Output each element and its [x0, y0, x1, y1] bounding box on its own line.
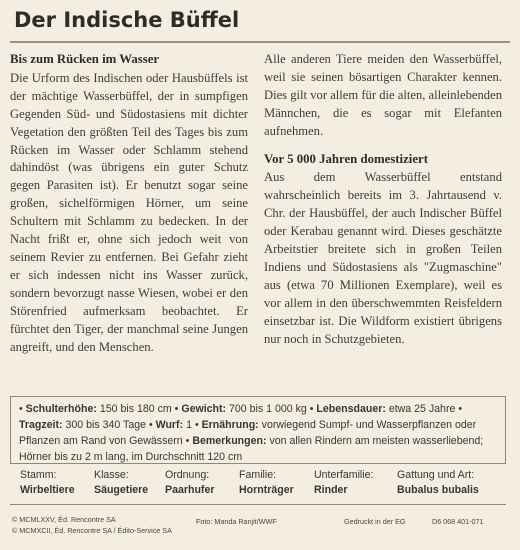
class-cell-gattung: [397, 468, 479, 498]
fact-label-tragzeit: Tragzeit:: [19, 419, 63, 431]
class-label: Stamm:: [20, 469, 57, 481]
fact-bullet: •: [309, 403, 314, 415]
fact-label-gewicht: Gewicht:: [181, 403, 227, 415]
section-text-domestiziert: Aus dem Wasserbüffel entstand wahrscheinlich bereits im 3. Jahrtausend v. Chr. der Hausbüffel, der auch Indischer Büffel oder Kerabau genannt wird. Dieses geschätzte Arbeitstier breitete sich in großen Teilen Indiens und Südostasiens als "Zugmaschine" aus (etwa 70 Millionen Exemplare), weil es vor allem in den überschwemmten Reisfeldern einsetzbar ist. Die Wildform existiert übrigens nur noch in Schutzgebieten.: [264, 170, 502, 346]
title-divider: [10, 41, 510, 43]
fact-value-lebensdauer: etwa 25 Jahre: [388, 403, 456, 415]
copyright-line-2: © MCMXCII, Éd. Rencontre SA / Édito-Service SA: [12, 526, 172, 535]
printed-in: Gedruckt in der EG: [344, 517, 406, 526]
class-label: Ordnung:: [165, 469, 210, 481]
fact-value-tragzeit: 300 bis 340 Tage: [65, 419, 147, 431]
class-cell-klasse: [94, 468, 148, 498]
class-label: Unterfamilie:: [314, 469, 374, 481]
class-cell-stamm: [20, 468, 75, 498]
fact-bullet: •: [185, 435, 190, 447]
section-heading-wasser: Bis zum Rücken im Wasser: [10, 52, 160, 66]
fact-value-ernaehrung: vorwiegend Sumpf- und Wasserpflanzen oder Pflanzen am Rand von Gewässern: [19, 419, 477, 447]
class-cell-unterfamilie: [314, 468, 373, 498]
card-title: Der Indische Büffel: [14, 8, 240, 32]
fact-bullet: •: [194, 419, 199, 431]
left-column: [10, 51, 248, 362]
class-value: Bubalus bubalis: [397, 484, 479, 496]
class-cell-ordnung: [165, 468, 214, 498]
class-value: Paarhufer: [165, 484, 215, 496]
class-cell-familie: [239, 468, 294, 498]
fact-bullet: •: [174, 403, 179, 415]
fact-label-lebensdauer: Lebensdauer:: [316, 403, 386, 415]
fact-value-gewicht: 700 bis 1 000 kg: [229, 403, 307, 415]
right-column: [264, 51, 502, 355]
class-value: Wirbeltiere: [20, 484, 75, 496]
copyright-line-1: © MCMLXXV, Éd. Rencontre SA: [12, 515, 116, 524]
copyright-block: [12, 514, 172, 536]
fact-label-ernaehrung: Ernährung:: [201, 419, 259, 431]
fact-value-schulterhoehe: 150 bis 180 cm: [99, 403, 172, 415]
classification-table: [10, 468, 506, 505]
fact-label-bemerkungen: Bemerkungen:: [192, 435, 267, 447]
fact-label-wurf: Wurf:: [155, 419, 184, 431]
photo-credit: Foto: Manda Ranjit/WWF: [196, 517, 277, 526]
class-label: Klasse:: [94, 469, 129, 481]
facts-box: [10, 396, 506, 464]
class-label: Gattung und Art:: [397, 469, 475, 481]
class-label: Familie:: [239, 469, 277, 481]
class-value: Säugetiere: [94, 484, 149, 496]
fact-label-schulterhoehe: Schulterhöhe:: [25, 403, 97, 415]
fact-bullet: •: [148, 419, 153, 431]
fact-bullet: •: [458, 403, 463, 415]
class-value: Rinder: [314, 484, 348, 496]
card-code: D6 068 401-071: [432, 517, 484, 526]
fact-value-bemerkungen: von allen Rindern am meisten wasserliebend; Hörner bis zu 2 m lang, im Durchschnitt 120 cm: [19, 435, 484, 463]
section-heading-domestiziert: Vor 5 000 Jahren domestiziert: [264, 151, 428, 166]
section-text-intro: Alle anderen Tiere meiden den Wasserbüffel, weil sie seinen bösartigen Charakter kennen. Dies gilt vor allem für die alten, alleinlebenden Männchen, die es sogar mit Elefanten aufnehmen.: [264, 52, 502, 138]
fact-value-wurf: 1: [186, 419, 192, 431]
fact-bullet: •: [19, 403, 23, 415]
section-text-wasser: Die Urform des Indischen oder Hausbüffels ist der mächtige Wasserbüffel, der in sumpfigen Gegenden Süd- und Südostasiens mit dichter Vegetation den größten Teil des Tages bis zum Rücken im Wasser oder Schlamm stehend dahindöst (was übrigens ein guter Schutz gegen Parasiten ist). Er benutzt sogar seine großen, sichelförmigen Hörner, um seine Schultern mit Schlamm zu bedecken. In der Nacht frißt er, ohne sich jedoch weit von seinem Revier zu entfernen. Bei Gefahr zieht er sich indessen nicht ins Wasser zurück, sondern bevorzugt nasse Wiesen, wobei er den Störenfried aufmerksam beobachtet. Er fürchtet den Tiger, der manchmal seine Jungen angreift, und den Menschen.: [10, 70, 248, 354]
class-value: Hornträger: [239, 484, 294, 496]
